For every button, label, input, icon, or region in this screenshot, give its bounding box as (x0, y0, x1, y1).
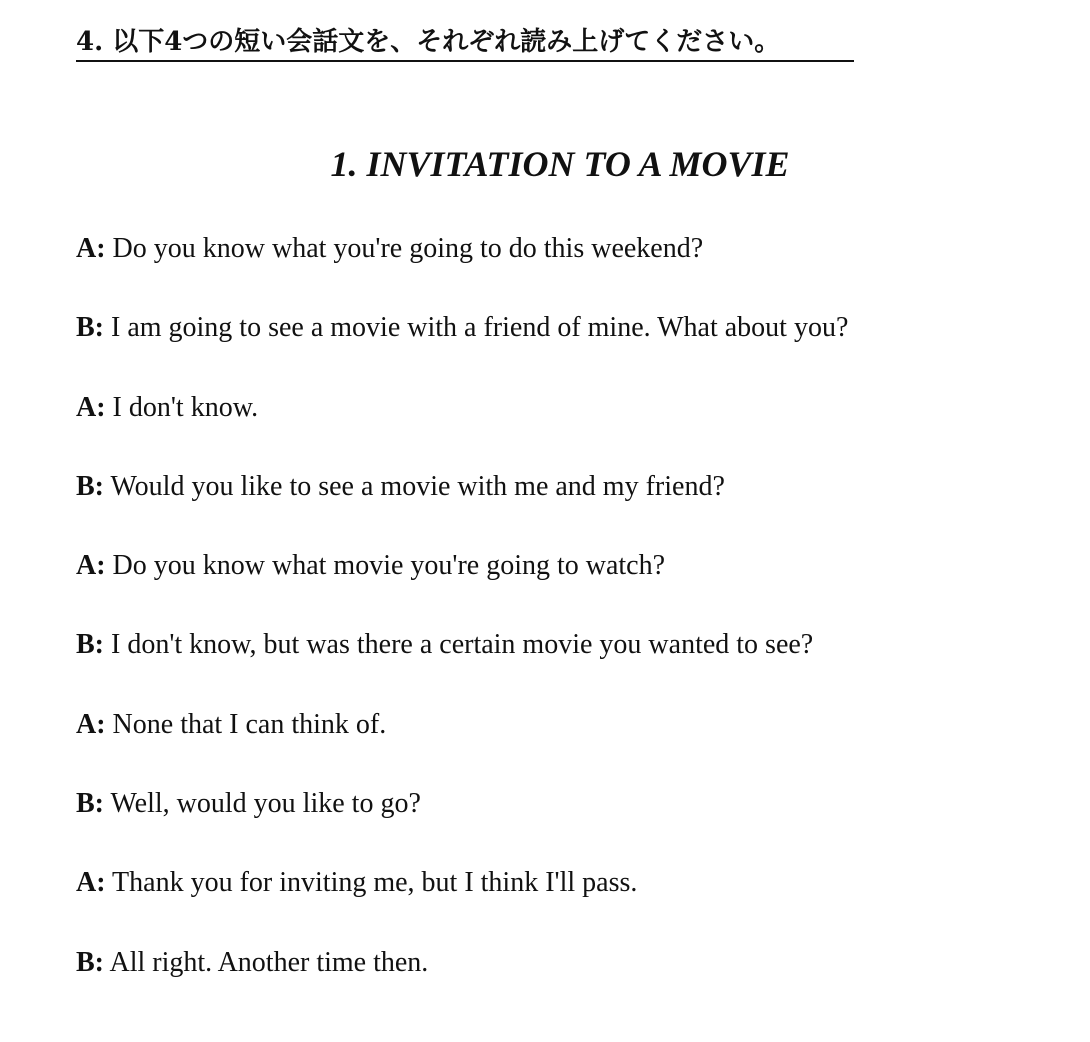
dialogue-line (76, 784, 1066, 863)
utterance-text: I don't know. (112, 391, 259, 423)
utterance-text: I am going to see a movie with a friend of mine. What about you? (111, 312, 849, 344)
utterance-text: Do you know what you're going to do this weekend? (112, 233, 704, 264)
utterance-text: Thank you for inviting me, but I think I'll pass. (112, 867, 638, 899)
utterance-text: Well, would you like to go? (110, 788, 421, 820)
dialogue-line (76, 308, 1066, 387)
instruction-heading: 4. 以下4つの短い会話文を、それぞれ読み上げてください。 (76, 24, 854, 62)
speaker-label: B: (76, 946, 104, 978)
dialogue-line (76, 625, 1066, 704)
dialogue-line (76, 229, 1066, 308)
dialogue-line (76, 467, 1066, 546)
speaker-label: B: (76, 470, 104, 502)
speaker-label: A: (76, 391, 106, 423)
speaker-label: A: (76, 708, 106, 740)
speaker-label: A: (76, 550, 106, 582)
dialogue-list (76, 229, 1066, 1022)
utterance-text: I don't know, but was there a certain movie you wanted to see? (111, 629, 814, 661)
dialogue-line (76, 388, 1066, 467)
speaker-label: B: (76, 629, 104, 661)
utterance-text: Do you know what movie you're going to watch? (112, 550, 666, 582)
utterance-text: Would you like to see a movie with me and my friend? (110, 470, 725, 502)
speaker-label: B: (76, 788, 104, 820)
speaker-label: A: (76, 867, 106, 899)
dialogue-line (76, 863, 1066, 942)
utterance-text: All right. Another time then. (109, 946, 429, 978)
section-title: 1. INVITATION TO A MOVIE (330, 144, 790, 184)
dialogue-line (76, 705, 1066, 784)
dialogue-line (76, 943, 1066, 1022)
dialogue-line (76, 546, 1066, 625)
speaker-label: A: (76, 233, 106, 264)
utterance-text: None that I can think of. (112, 708, 387, 740)
speaker-label: B: (76, 312, 104, 344)
